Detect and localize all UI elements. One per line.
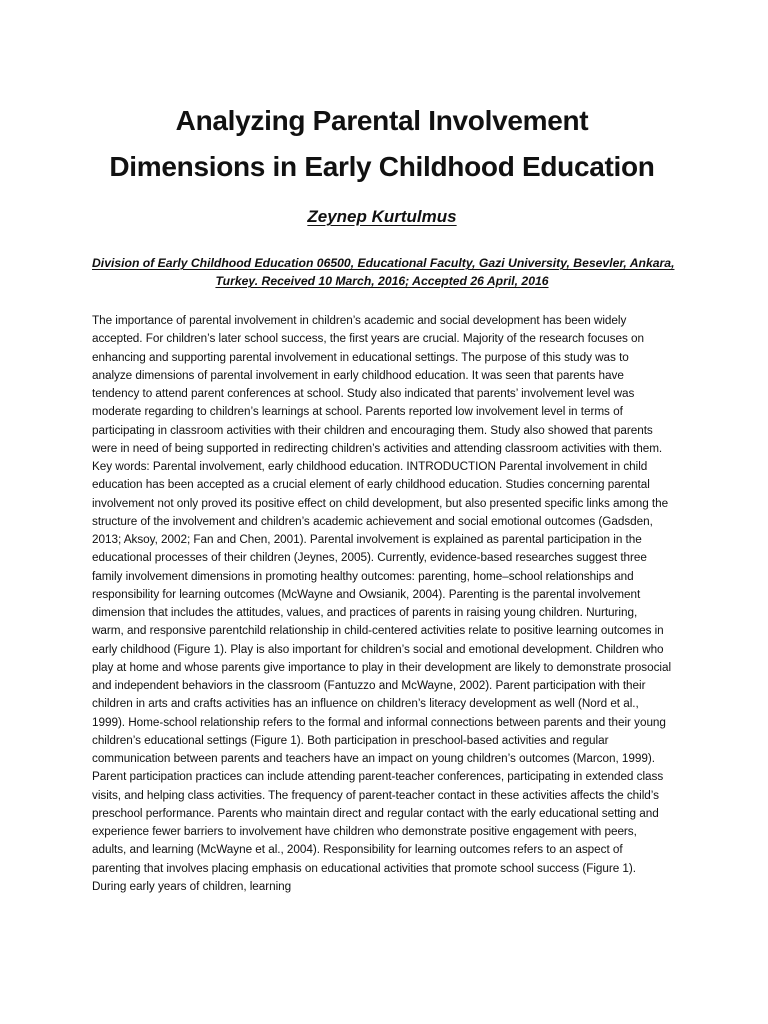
title-line-2: Dimensions in Early Childhood Education — [109, 151, 655, 182]
affiliation-line-2: Turkey. Received 10 March, 2016; Accepted 26 April, 2016 — [215, 274, 549, 288]
body-paragraph: The importance of parental involvement in children’s academic and social development has been widely accepted. For children’s later school success, the first years are crucial. Majority of the research focuses on enhancing and supporting parental involvement in educational settings. The purpose of this study was to analyze dimensions of parental involvement in early childhood education. It was seen that parents have tendency to attend parent conferences at school. Study also indicated that parents’ involvement level was moderate regarding to children’s learnings at school. Parents reported low involvement level in terms of participating in classroom activities with their children and encouraging them. Study also showed that parents were in need of being supported in redirecting children’s activities and attending classroom activities with them. Key words: Parental involvement, early childhood education. INTRODUCTION Parental involvement in child education has been accepted as a crucial element of early childhood education. Studies concerning parental involvement not only proved its positive effect on child development, but also presented specific links among the structure of the involvement and children’s academic achievement and social emotional outcomes (Gadsden, 2013; Aksoy, 2002; Fan and Chen, 2001). Parental involvement is explained as parental participation in the educational processes of their children (Jeynes, 2005). Currently, evidence-based researches suggest three family involvement dimensions in promoting healthy outcomes: parenting, home–school relationships and responsibility for learning outcomes (McWayne and Owsianik, 2004). Parenting is the parental involvement dimension that includes the attitudes, values, and practices of parents in raising young children. Nurturing, warm, and responsive parentchild relationship in child-centered activities relate to positive learning outcomes in early childhood (Figure 1). Play is also important for children’s social and emotional development. Children who play at home and whose parents give importance to play in their development are likely to demonstrate prosocial and independent behaviors in the classroom (Fantuzzo and McWayne, 2002). Parent participation with their children in arts and crafts activities has an influence on children’s literacy development as well (Nord et al., 1999). Home-school relationship refers to the formal and informal connections between parents and their young children’s educational settings (Figure 1). Both participation in preschool-based activities and regular communication between parents and teachers have an impact on young children’s outcomes (Marcon, 1999). Parent participation practices can include attending parent-teacher conferences, participating in extended class visits, and helping class activities. The frequency of parent-teacher contact in these activities affects the child’s preschool performance. Parents who maintain direct and regular contact with the early educational setting and experience fewer barriers to involvement have children who demonstrate positive engagement with peers, adults, and learning (McWayne et al., 2004). Responsibility for learning outcomes refers to an aspect of parenting that involves placing emphasis on educational activities that promote school success (Figure 1). During early years of children, learning — [92, 314, 672, 893]
author-affiliation — [92, 254, 675, 290]
page-title — [92, 98, 672, 190]
affiliation-line-1: Division of Early Childhood Education 06500, Educational Faculty, Gazi University, Besevler, Ankara, — [92, 256, 675, 270]
title-line-1: Analyzing Parental Involvement — [175, 105, 589, 136]
author-name: Zeynep Kurtulmus — [307, 207, 457, 226]
